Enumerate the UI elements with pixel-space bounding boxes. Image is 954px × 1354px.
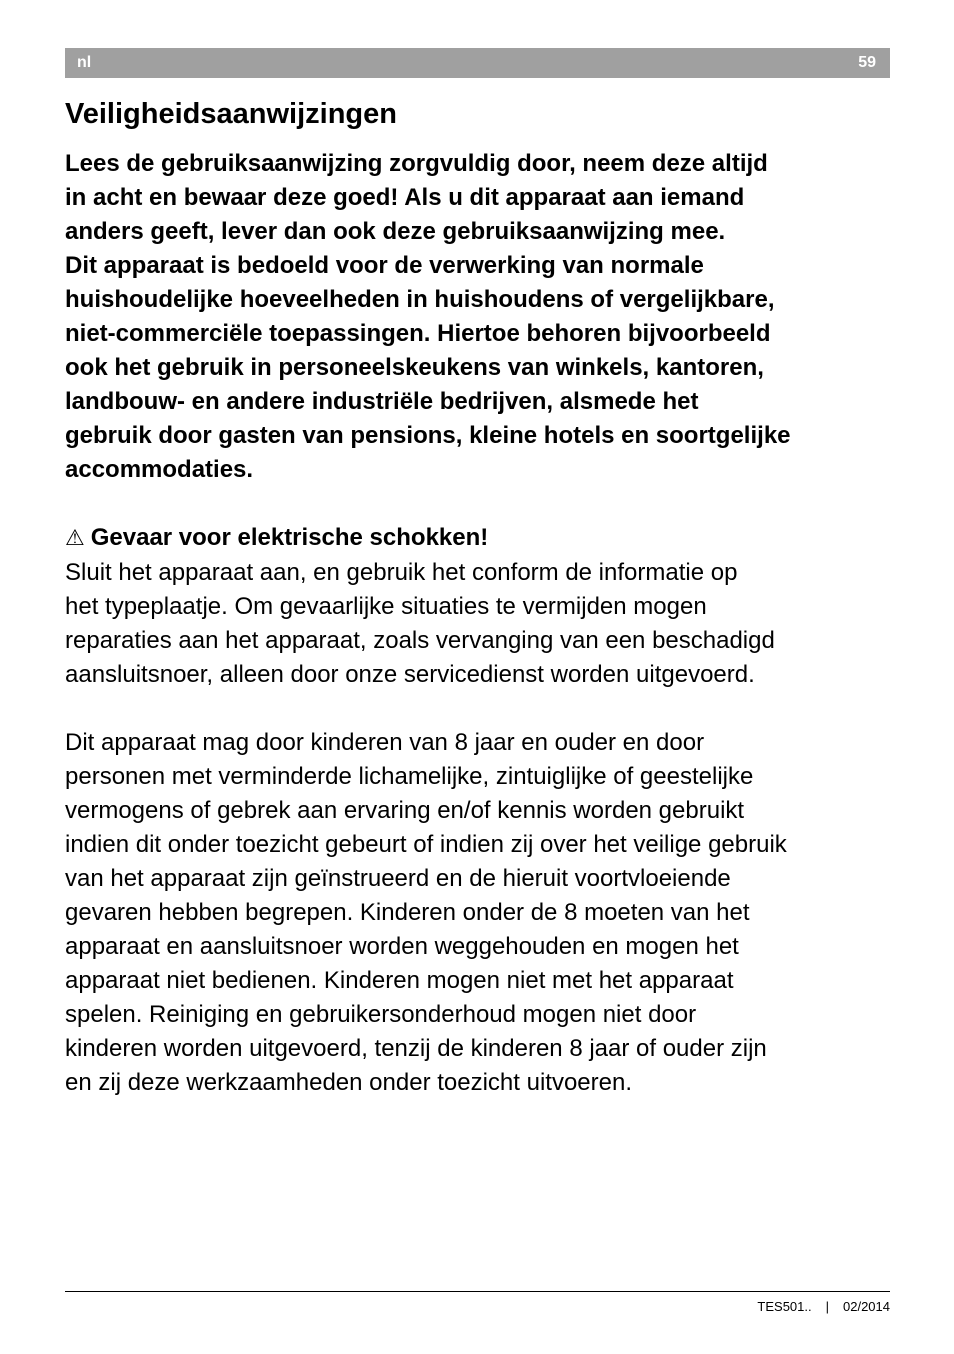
footer-model: TES501.. <box>757 1299 812 1314</box>
warning-triangle-icon: ⚠ <box>65 526 85 551</box>
paragraph-spacer <box>65 692 895 726</box>
warning-line: het typeplaatje. Om gevaarlijke situaties te vermijden mogen <box>65 593 707 620</box>
intro-line: niet-commerciële toepassingen. Hiertoe behoren bijvoorbeeld <box>65 320 771 347</box>
children-line: vermogens of gebrek aan ervaring en/of kennis worden gebruikt <box>65 797 745 824</box>
warning-line: reparaties aan het apparaat, zoals vervanging van een beschadigd <box>65 627 775 654</box>
intro-paragraph <box>65 147 895 487</box>
footer-divider <box>65 1291 890 1292</box>
children-line: gevaren hebben begrepen. Kinderen onder de 8 moeten van het <box>65 899 750 926</box>
children-paragraph <box>65 726 895 1100</box>
intro-line: accommodaties. <box>65 456 254 483</box>
language-code: nl <box>77 54 92 71</box>
intro-line: Lees de gebruiksaanwijzing zorgvuldig door, neem deze altijd <box>65 150 768 177</box>
intro-line: landbouw- en andere industriële bedrijven, alsmede het <box>65 388 699 415</box>
warning-heading-line <box>65 521 895 556</box>
page-content <box>65 147 895 1100</box>
page-header-bar <box>65 48 890 78</box>
children-line: personen met verminderde lichamelijke, zintuiglijke of geestelijke <box>65 763 754 790</box>
electric-shock-warning <box>65 521 895 692</box>
intro-line: in acht en bewaar deze goed! Als u dit apparaat aan iemand <box>65 184 745 211</box>
page-title: Veiligheidsaanwijzingen <box>65 98 397 130</box>
paragraph-spacer <box>65 487 895 521</box>
children-line: van het apparaat zijn geïnstrueerd en de hieruit voortvloeiende <box>65 865 731 892</box>
children-line: kinderen worden uitgevoerd, tenzij de kinderen 8 jaar of ouder zijn <box>65 1035 767 1062</box>
footer-separator: | <box>825 1299 829 1314</box>
children-line: spelen. Reiniging en gebruikersonderhoud mogen niet door <box>65 1001 697 1028</box>
page-footer <box>757 1299 890 1315</box>
intro-line: Dit apparaat is bedoeld voor de verwerking van normale <box>65 252 704 279</box>
intro-line: ook het gebruik in personeelskeukens van winkels, kantoren, <box>65 354 764 381</box>
children-line: Dit apparaat mag door kinderen van 8 jaar en ouder en door <box>65 729 705 756</box>
warning-line: aansluitsnoer, alleen door onze servicedienst worden uitgevoerd. <box>65 661 755 688</box>
warning-line: Sluit het apparaat aan, en gebruik het conform de informatie op <box>65 559 738 586</box>
intro-line: anders geeft, lever dan ook deze gebruiksaanwijzing mee. <box>65 218 726 245</box>
children-line: indien dit onder toezicht gebeurt of indien zij over het veilige gebruik <box>65 831 787 858</box>
children-line: apparaat en aansluitsnoer worden weggehouden en mogen het <box>65 933 739 960</box>
children-line: apparaat niet bedienen. Kinderen mogen niet met het apparaat <box>65 967 734 994</box>
warning-heading: Gevaar voor elektrische schokken! <box>90 524 489 551</box>
intro-line: huishoudelijke hoeveelheden in huishoudens of vergelijkbare, <box>65 286 775 313</box>
intro-line: gebruik door gasten van pensions, kleine hotels en soortgelijke <box>65 422 791 449</box>
page-number: 59 <box>858 54 876 71</box>
footer-date: 02/2014 <box>843 1299 890 1314</box>
children-line: en zij deze werkzaamheden onder toezicht uitvoeren. <box>65 1069 632 1096</box>
